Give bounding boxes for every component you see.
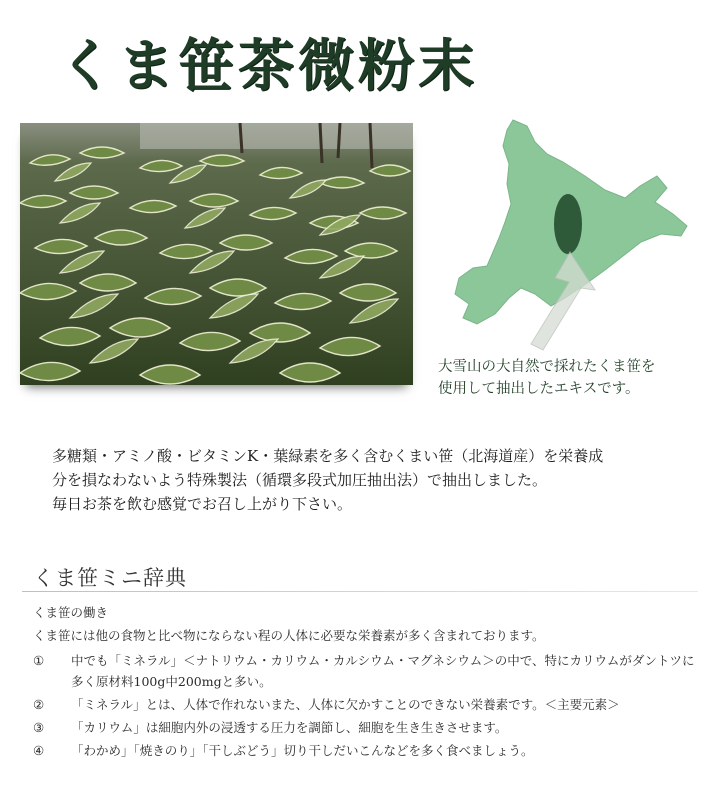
bamboo-grass-photo: [20, 123, 413, 385]
list-item-text: 「カリウム」は細胞内外の浸透する圧力を調節し、細胞を生き生きさせます。: [71, 720, 508, 735]
list-item: [33, 694, 703, 715]
map-caption-line1: 大雪山の大自然で採れたくま笹を: [438, 359, 656, 375]
list-item-text: 中でも「ミネラル」＜ナトリウム・カリウム・カルシウム・マグネシウム＞の中で、特にカリウムがダントツに多く原材料100g中200mgと多い。: [71, 653, 695, 689]
list-item-text: 「ミネラル」とは、人体で作れないまた、人体に欠かすことのできない栄養素です。＜主要元素＞: [71, 697, 620, 712]
dictionary-divider: [22, 591, 698, 592]
intro-line2: 分を損なわないよう特殊製法（循環多段式加圧抽出法）で抽出しました。: [52, 471, 548, 489]
intro-line1: 多糖類・アミノ酸・ビタミンK・葉緑素を多く含むくまい笹（北海道産）を栄養成: [52, 447, 604, 465]
region-marker-icon: [554, 194, 582, 254]
list-item: [33, 740, 703, 761]
list-item-number: ③: [33, 720, 45, 735]
hokkaido-map-icon: [435, 118, 697, 353]
list-item: [33, 650, 703, 692]
dictionary-list: [33, 650, 703, 763]
hokkaido-map: [435, 118, 697, 353]
intro-paragraph: [52, 444, 692, 516]
bamboo-grass-illustration: [20, 123, 413, 385]
intro-line3: 毎日お茶を飲む感覚でお召し上がり下さい。: [52, 495, 353, 513]
list-item-number: ④: [33, 743, 45, 758]
dictionary-lead: くま笹には他の食物と比べ物にならない程の人体に必要な栄養素が多く含まれております。: [33, 628, 545, 643]
list-item-number: ①: [33, 653, 45, 668]
list-item-text: 「わかめ」「焼きのり」「干しぶどう」切り干しだいこんなどを多く食べましょう。: [71, 743, 534, 758]
dictionary-title: くま笹ミニ辞典: [33, 566, 187, 590]
dictionary-heading: くま笹の働き: [33, 605, 109, 620]
list-item: [33, 717, 703, 738]
map-caption: [438, 356, 708, 400]
map-caption-line2: 使用して抽出したエキスです。: [438, 381, 640, 397]
list-item-number: ②: [33, 697, 45, 712]
page-title: くま笹茶微粉末: [58, 33, 478, 99]
